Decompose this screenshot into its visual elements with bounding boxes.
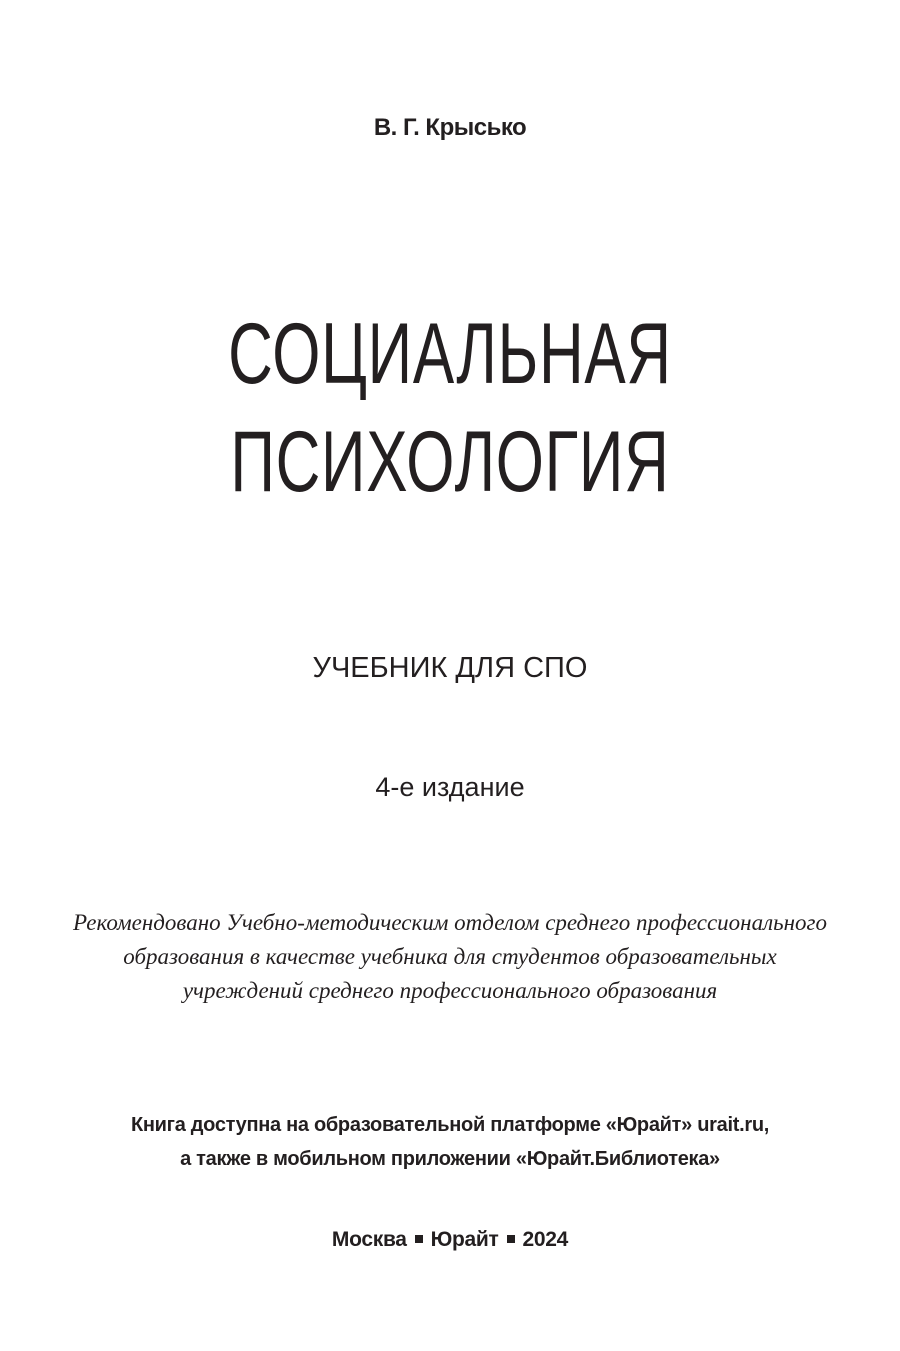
edition: 4-е издание: [375, 772, 525, 802]
recommendation-line-2: образования в качестве учебника для студентов образовательных: [123, 944, 777, 969]
imprint-city: Москва: [331, 1228, 407, 1251]
author: В. Г. Крысько: [373, 114, 527, 141]
imprint: [0, 1223, 900, 1257]
recommendation-line-1: Рекомендовано Учебно-методическим отделом среднего профессионального: [73, 910, 827, 935]
imprint-year: 2024: [522, 1228, 569, 1251]
recommendation-line-3: учреждений среднего профессионального образования: [182, 978, 718, 1003]
imprint-publisher: Юрайт: [430, 1228, 499, 1251]
availability-line-1: Книга доступна на образовательной платформе «Юрайт» urait.ru,: [130, 1114, 769, 1136]
book-title-line-2: ПСИХОЛОГИЯ: [230, 414, 670, 510]
separator-square-icon: [415, 1235, 423, 1243]
book-title-line-1: СОЦИАЛЬНАЯ: [228, 306, 672, 402]
availability-line-2: а также в мобильном приложении «Юрайт.Библиотека»: [180, 1148, 720, 1170]
separator-square-icon: [507, 1235, 515, 1243]
book-subtitle: УЧЕБНИК ДЛЯ СПО: [312, 652, 588, 684]
